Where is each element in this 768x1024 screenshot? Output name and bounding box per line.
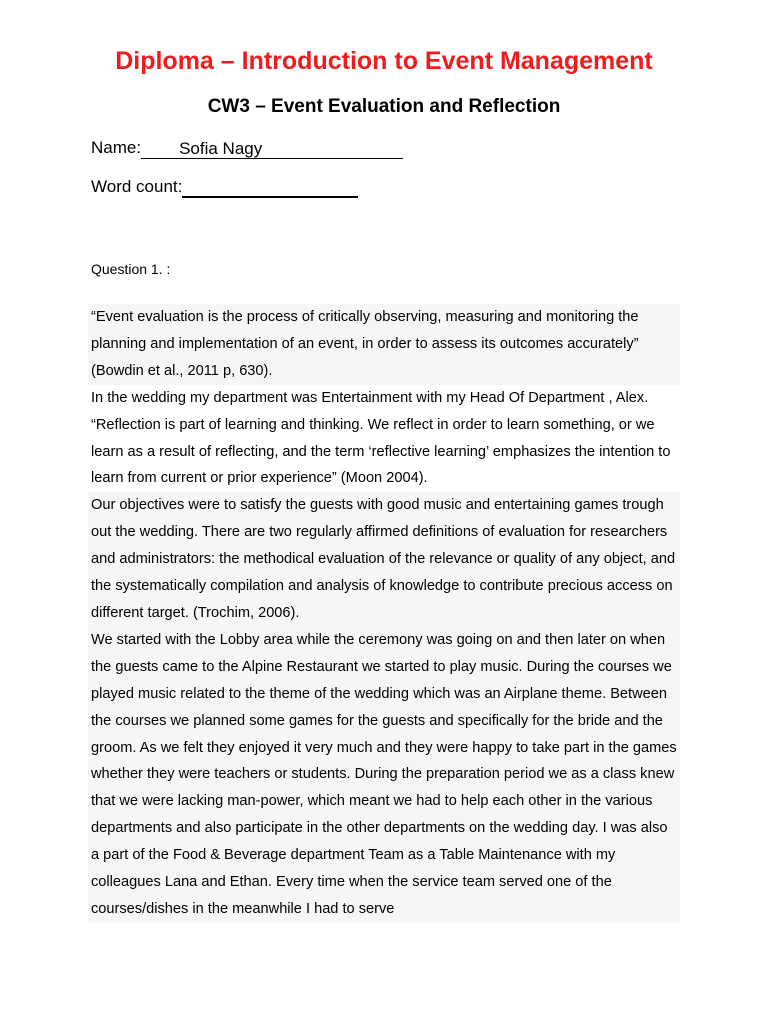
- name-label: Name:: [91, 138, 142, 157]
- paragraph: “Event evaluation is the process of critically observing, measuring and monitoring the planning and implementation of an event, in order to assess its outcomes accurately” (Bowdin et al., 2011 p, 630).: [88, 304, 680, 385]
- word-count-value: [182, 176, 358, 198]
- paragraph: We started with the Lobby area while the ceremony was going on and then later on when the guests came to the Alpine Restaurant we started to play music. During the courses we played music related to the theme of the wedding which was an Airplane theme. Between the courses we planned some games for the guests and specifically for the bride and the groom. As we felt they enjoyed it very much and they were happy to take part in the games whether they were teachers or students. During the preparation period we as a class knew that we were lacking man-power, which meant we had to help each other in the various departments and also participate in the other departments on the wedding day. I was also a part of the Food & Beverage department Team as a Table Maintenance with my colleagues Lana and Ethan. Every time when the service team served one of the courses/dishes in the meanwhile I had to serve: [88, 627, 680, 923]
- name-value: Sofia Nagy: [141, 139, 403, 159]
- name-field: [91, 137, 403, 159]
- word-count-field: [91, 176, 358, 198]
- word-count-label: Word count:: [91, 177, 183, 196]
- document-subtitle: CW3 – Event Evaluation and Reflection: [207, 96, 561, 117]
- answer-body: [88, 304, 680, 923]
- question-label: Question 1. :: [91, 261, 171, 277]
- document-title: Diploma – Introduction to Event Management: [115, 47, 653, 75]
- paragraph: In the wedding my department was Entertainment with my Head Of Department , Alex. “Reflection is part of learning and thinking. We reflect in order to learn something, or we learn as a result of reflecting, and the term ‘reflective learning’ emphasizes the intention to learn from current or prior experience” (Moon 2004).: [91, 389, 671, 487]
- paragraph: Our objectives were to satisfy the guests with good music and entertaining games trough out the wedding. There are two regularly affirmed definitions of evaluation for researchers and administrators: the methodical evaluation of the relevance or quality of any object, and the systematically compilation and analysis of knowledge to contribute precious access on different target. (Trochim, 2006).: [88, 492, 680, 627]
